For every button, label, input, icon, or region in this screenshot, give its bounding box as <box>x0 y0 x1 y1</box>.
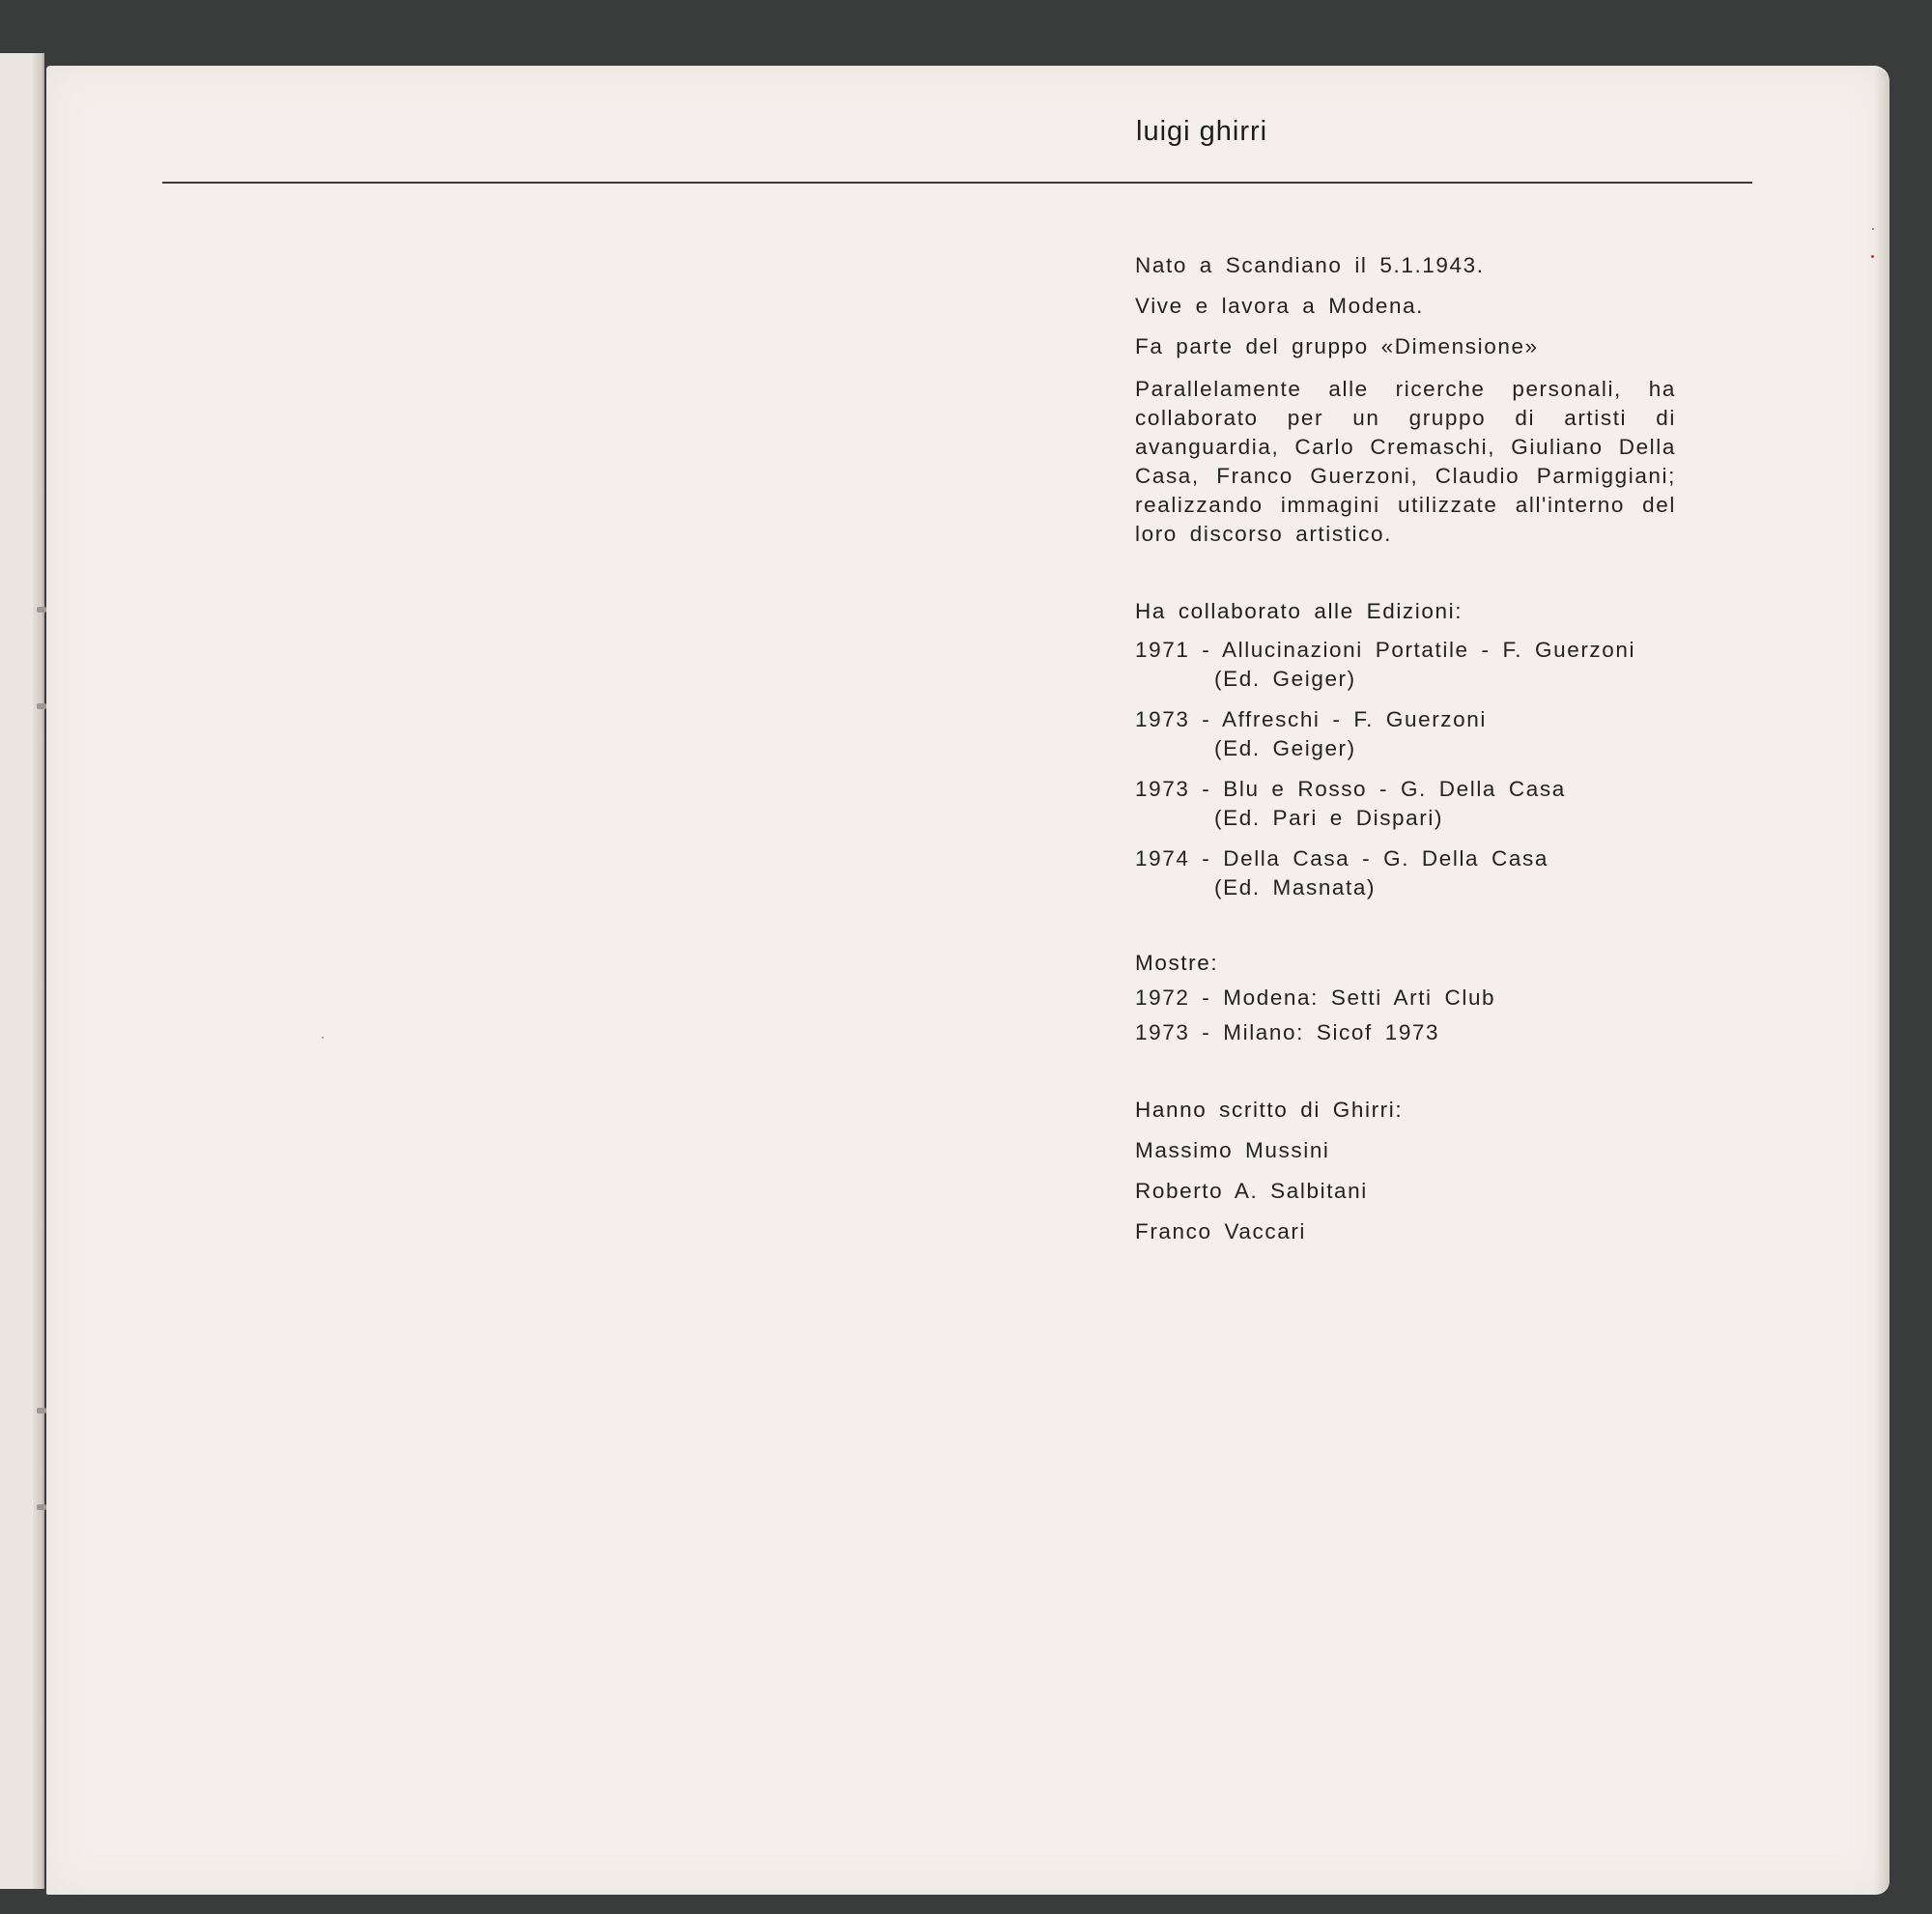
paper-speck <box>322 1037 324 1039</box>
writers-title: Hanno scritto di Ghirri: <box>1135 1098 1404 1122</box>
exhibitions-title: Mostre: <box>1135 951 1219 975</box>
group-info: Fa parte del gruppo «Dimensione» <box>1135 334 1539 358</box>
birth-info: Nato a Scandiano il 5.1.1943. <box>1135 253 1485 277</box>
residence-info: Vive e lavora a Modena. <box>1135 294 1425 318</box>
binding-stitch <box>37 1504 46 1510</box>
bio-paragraph: Parallelamente alle ricerche personali, ha collaborato per un gruppo di artisti di avanguardia, Carlo Cremaschi, Giuliano Della Casa, Franco Guerzoni, Claudio Parmiggiani; realizzando immagini utilizzate all'interno del loro discorso artistico. <box>1135 377 1676 546</box>
exhibition-item: 1972 - Modena: Setti Arti Club <box>1135 986 1496 1010</box>
writer-name: Roberto A. Salbitani <box>1135 1179 1368 1203</box>
binding-stitch <box>37 1408 46 1414</box>
edition-publisher: (Ed. Pari e Dispari) <box>1214 806 1444 830</box>
edition-item: 1973 - Affreschi - F. Guerzoni <box>1135 707 1487 731</box>
edition-publisher: (Ed. Geiger) <box>1214 667 1356 691</box>
edition-publisher: (Ed. Geiger) <box>1214 736 1356 760</box>
binding-stitch <box>37 607 46 613</box>
edition-item: 1974 - Della Casa - G. Della Casa <box>1135 846 1548 871</box>
paper-speck <box>1872 228 1874 230</box>
previous-page-edge <box>0 53 44 1889</box>
writer-name: Massimo Mussini <box>1135 1138 1330 1162</box>
edition-item: 1971 - Allucinazioni Portatile - F. Guerzoni <box>1135 638 1636 662</box>
binding-stitch <box>37 703 46 709</box>
editions-title: Ha collaborato alle Edizioni: <box>1135 599 1463 623</box>
exhibition-item: 1973 - Milano: Sicof 1973 <box>1135 1020 1440 1044</box>
page-edge-shadow <box>1874 68 1889 1894</box>
edition-publisher: (Ed. Masnata) <box>1214 875 1377 900</box>
writer-name: Franco Vaccari <box>1135 1219 1307 1243</box>
header-rule <box>162 182 1752 184</box>
edition-item: 1973 - Blu e Rosso - G. Della Casa <box>1135 777 1566 801</box>
catalog-page <box>46 66 1889 1895</box>
paper-speck <box>1871 255 1874 258</box>
page-fold-shadow <box>33 53 43 1889</box>
artist-name-heading: luigi ghirri <box>1136 116 1268 147</box>
